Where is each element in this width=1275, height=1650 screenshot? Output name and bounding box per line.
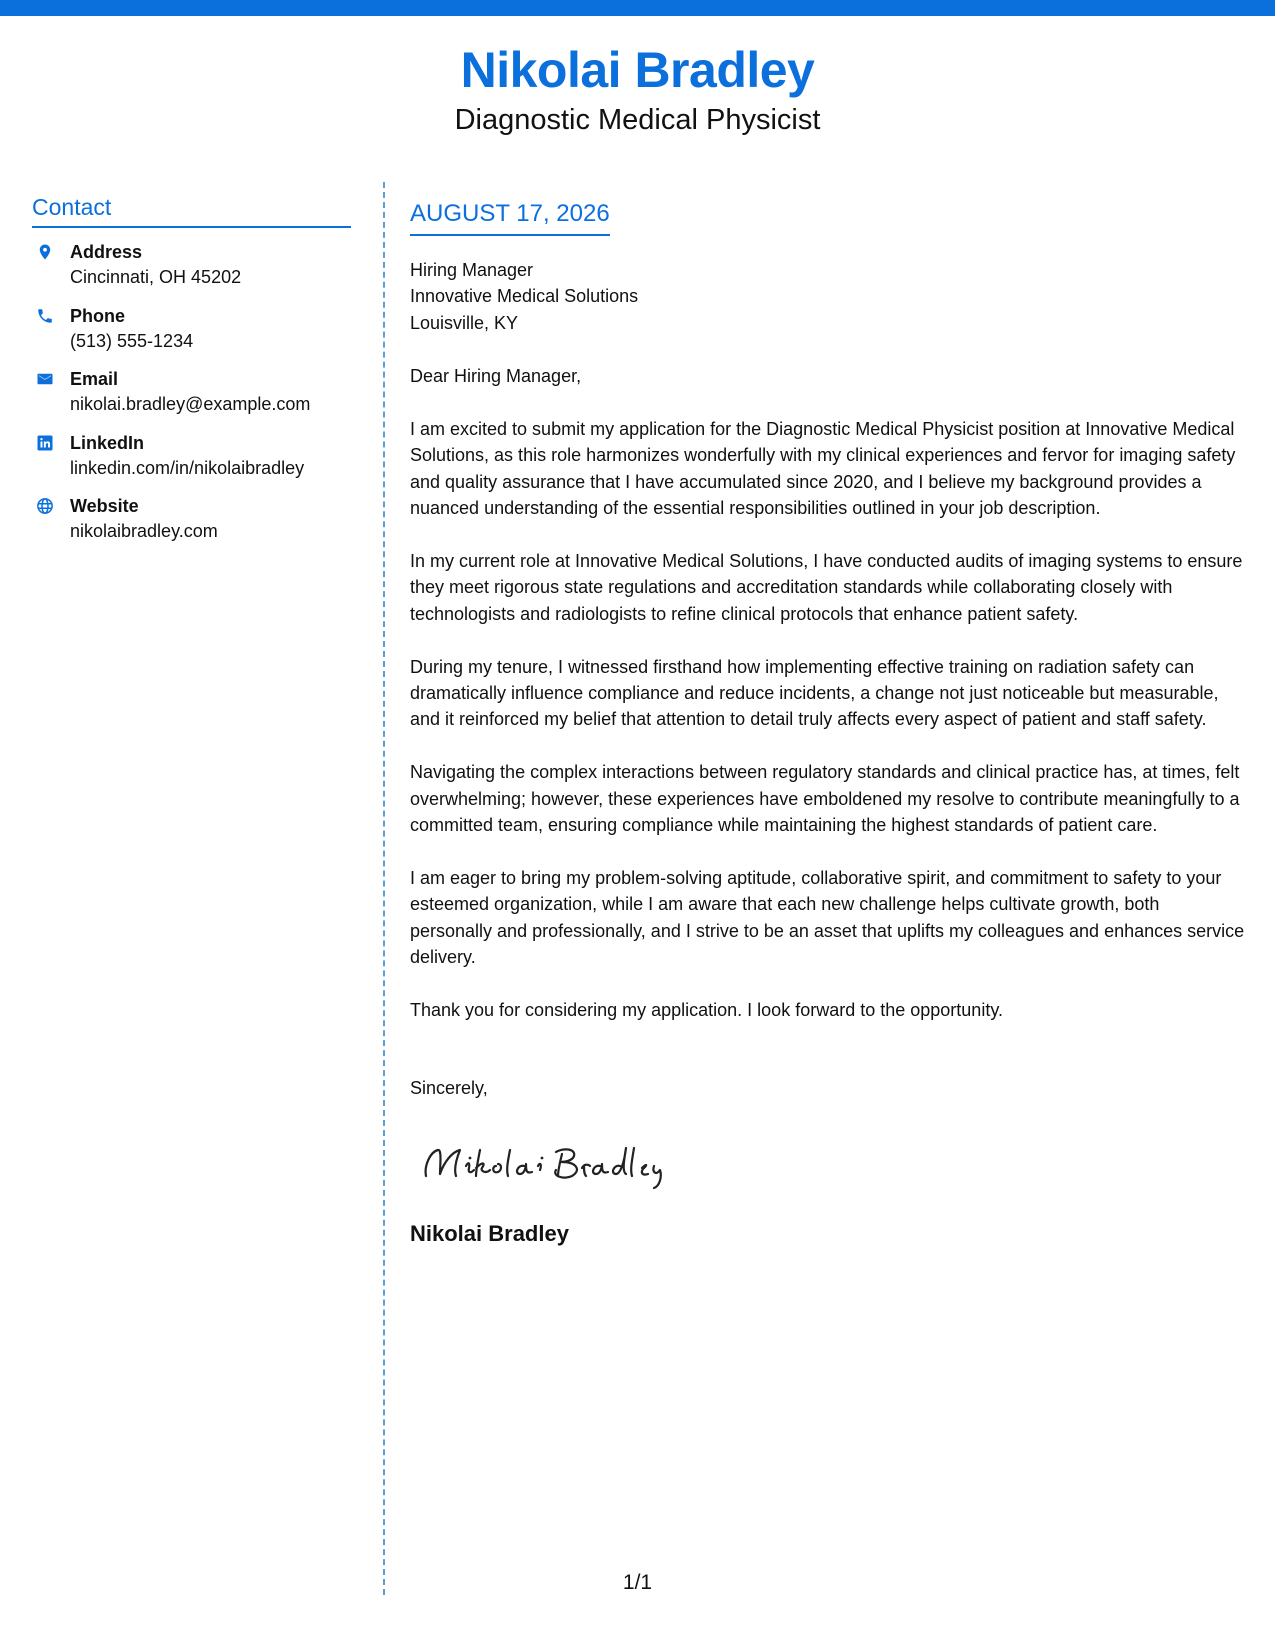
- letter-paragraph: During my tenure, I witnessed firsthand how implementing effective training on radiation safety can dramatically influence compliance and reduce incidents, a change not just noticeable but measurable, and it reinforced my belief that attention to detail truly affects every aspect of patient and staff safety.: [410, 656, 1219, 730]
- contact-email: [32, 367, 351, 431]
- recipient-line: Innovative Medical Solutions: [410, 286, 639, 307]
- globe-icon: [36, 497, 54, 515]
- contact-label: Address: [70, 242, 143, 262]
- recipient-block: [410, 257, 1245, 336]
- phone-icon: [36, 307, 54, 325]
- contact-value: nikolaibradley.com: [70, 521, 218, 541]
- linkedin-icon: [36, 434, 54, 452]
- page-number: 1/1: [622, 1571, 653, 1594]
- contact-value: nikolai.bradley@example.com: [70, 394, 311, 414]
- contact-address: [32, 240, 351, 304]
- contact-label: Phone: [70, 305, 126, 326]
- recipient-line: Louisville, KY: [410, 312, 519, 333]
- recipient-line: Hiring Manager: [410, 260, 534, 280]
- contact-linkedin: [32, 431, 351, 495]
- letter-paragraph: I am excited to submit my application for the Diagnostic Medical Physicist position at Innovative Medical Solutions, as this role harmonizes wonderfully with my clinical experiences and fervor for imaging safety and quality assurance that I have accumulated since 2020, and I believe my background provides a nuanced understanding of the essential responsibilities outlined in your job description.: [410, 419, 1236, 519]
- salutation: Dear Hiring Manager,: [410, 366, 582, 387]
- signer-name: Nikolai Bradley: [410, 1221, 569, 1247]
- letter-paragraph: Navigating the complex interactions between regulatory standards and clinical practice has, at times, felt overwhelming; however, these experiences have emboldened my resolve to contribute meaningfully to a committed team, ensuring compliance while maintaining the highest standards of patient care.: [410, 762, 1240, 836]
- contact-sidebar: [32, 192, 351, 558]
- contact-website: [32, 494, 351, 558]
- contact-label: Email: [70, 369, 119, 389]
- job-title: Diagnostic Medical Physicist: [454, 104, 821, 136]
- letter-date: AUGUST 17, 2026: [410, 198, 610, 236]
- column-divider: [383, 182, 385, 1595]
- letter-paragraph: In my current role at Innovative Medical Solutions, I have conducted audits of imaging systems to ensure they meet rigorous state regulations and accreditation standards while collaborating closely with technologists and radiologists to refine clinical protocols that enhance patient safety.: [410, 551, 1243, 624]
- contact-value: (513) 555-1234: [70, 330, 194, 351]
- page-header: [0, 40, 1275, 138]
- applicant-name: Nikolai Bradley: [460, 42, 815, 98]
- map-pin-icon: [36, 243, 54, 261]
- contact-value: linkedin.com/in/nikolaibradley: [70, 457, 305, 478]
- contact-phone: [32, 304, 351, 368]
- closing: Sincerely,: [410, 1078, 488, 1099]
- top-accent-bar: [0, 0, 1275, 16]
- contact-value: Cincinnati, OH 45202: [70, 267, 242, 287]
- contact-heading: Contact: [32, 192, 351, 228]
- letter-paragraph: Thank you for considering my application. I look forward to the opportunity.: [410, 999, 1003, 1020]
- mail-icon: [36, 370, 54, 388]
- letter-paragraph: I am eager to bring my problem-solving aptitude, collaborative spirit, and commitment to safety to your esteemed organization, while I am aware that each new challenge helps cultivate growth, both personally and professionally, and I strive to be an asset that uplifts my colleagues and enhances service delivery.: [410, 867, 1245, 968]
- contact-list: [32, 240, 351, 558]
- letter-body: [410, 198, 1245, 1249]
- contact-label: LinkedIn: [70, 432, 145, 453]
- contact-label: Website: [70, 496, 139, 516]
- handwritten-signature: [416, 1136, 666, 1192]
